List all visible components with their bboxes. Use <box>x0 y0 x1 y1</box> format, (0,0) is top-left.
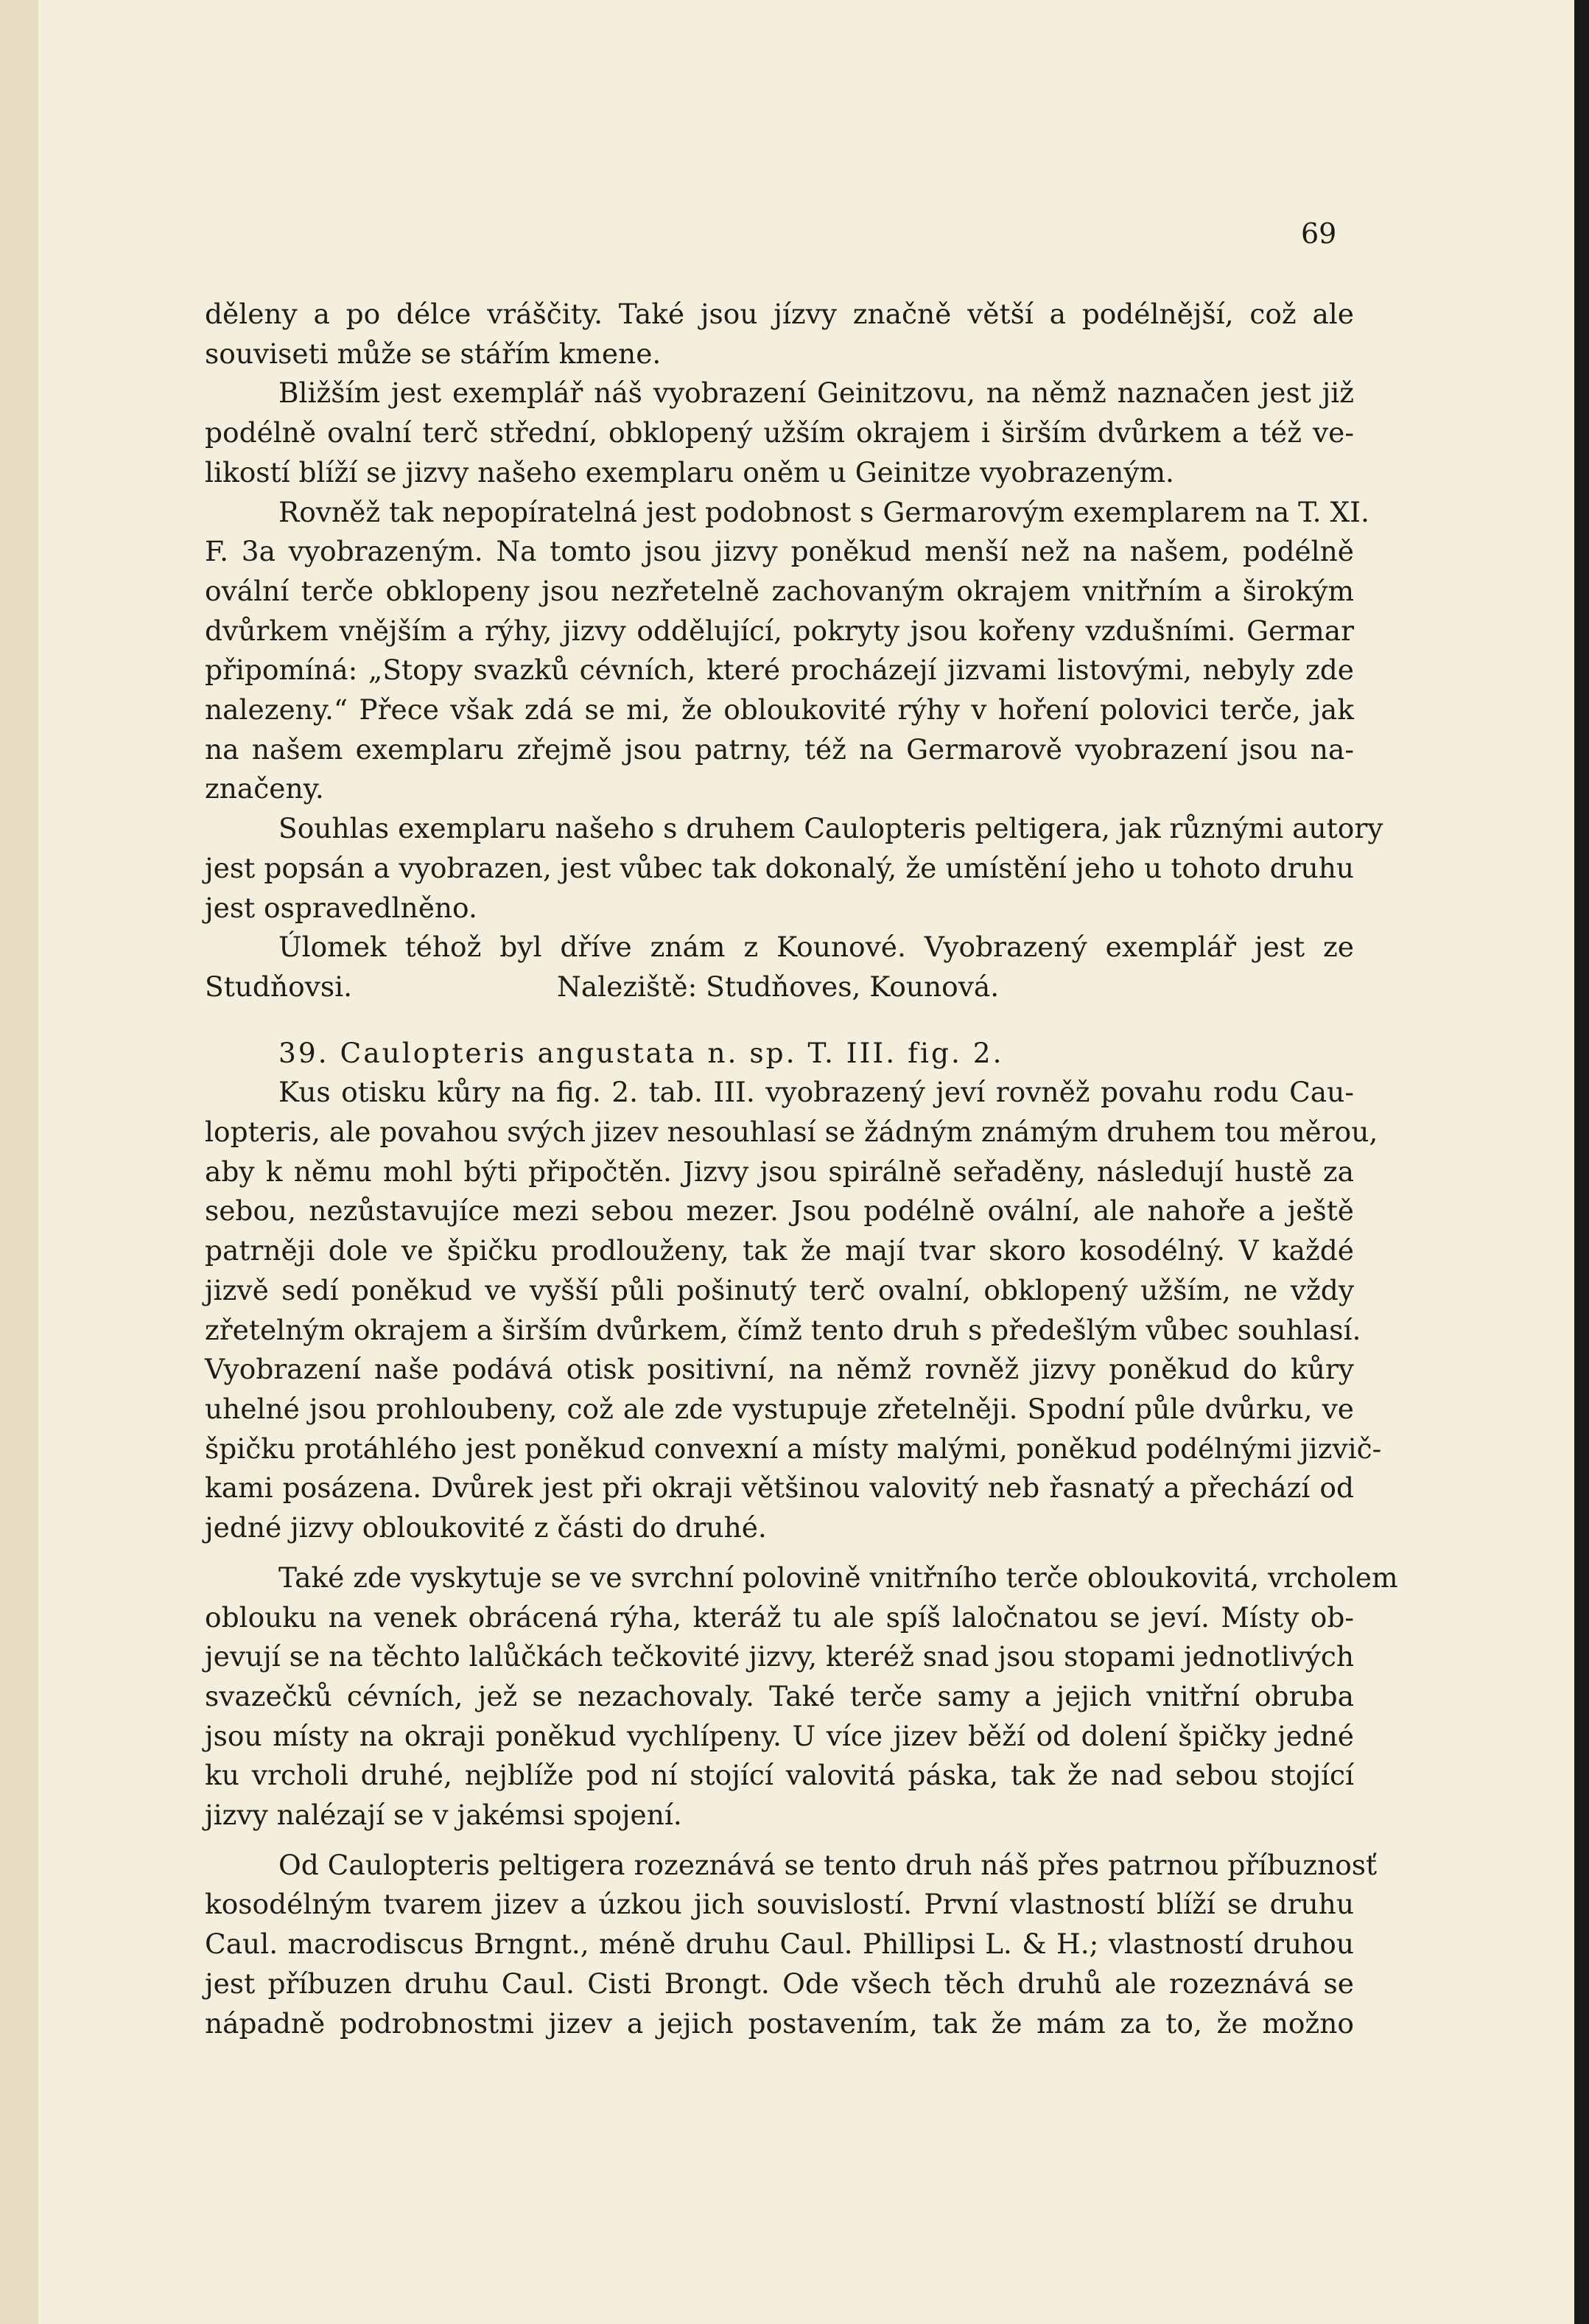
locality-line <box>205 967 1354 1007</box>
page-left-edge <box>0 0 38 2324</box>
text-line: zřetelným okrajem a širším dvůrkem, čímž tento druh s předešlým vůbec souhlasí. <box>205 1313 1361 1346</box>
page-right-edge <box>1574 0 1589 2324</box>
text-line: jest příbuzen druhu Caul. Cisti Brongt. Ode všech těch druhů ale rozeznává se <box>205 1967 1354 2000</box>
text-line: Také zde vyskytuje se ve svrchní polovině vnitřního terče obloukovitá, vrcholem <box>278 1561 1398 1594</box>
text-line: jest popsán a vyobrazen, jest vůbec tak dokonalý, že umístění jeho u tohoto druhu <box>205 851 1354 884</box>
text-line: kosodélným tvarem jizev a úzkou jich souvislostí. První vlastností blíží se druhu <box>205 1888 1354 1921</box>
text-line: značeny. <box>205 772 324 805</box>
text-line: ku vrcholi druhé, nejblíže pod ní stojící valovitá páska, tak že nad sebou stojící <box>205 1759 1354 1792</box>
body-text <box>205 295 1398 2043</box>
text-line: lopteris, ale povahou svých jizev nesouhlasí se žádným známým druhem tou měrou, <box>205 1116 1378 1149</box>
page-number: 69 <box>1301 217 1337 250</box>
text-line: jevují se na těchto lalůčkách tečkovité jizvy, kteréž snad jsou stopami jednotlivých <box>205 1640 1354 1673</box>
text-line: kami posázena. Dvůrek jest při okraji většinou valovitý neb řasnatý a přechází od <box>205 1471 1354 1505</box>
text-line: oblouku na venek obrácená rýha, kteráž tu ale spíš laločnatou se jeví. Místy ob- <box>205 1600 1354 1634</box>
text-line: aby k němu mohl býti připočtěn. Jizvy jsou spirálně seřaděny, následují hustě za <box>205 1155 1354 1188</box>
text-line: patrněji dole ve špičku prodlouženy, tak že mají tvar skoro kosodélný. V každé <box>205 1234 1354 1267</box>
text-line: Vyobrazení naše podává otisk positivní, na němž rovněž jizvy poněkud do kůry <box>205 1353 1354 1386</box>
paragraph-gap <box>205 1835 1354 1846</box>
text-line: nalezeny.“ Přece však zdá se mi, že obloukovité rýhy v hoření polovici terče, jak <box>205 693 1354 727</box>
text-line: likostí blíží se jizvy našeho exemplaru oněm u Geinitze vyobrazeným. <box>205 455 1174 489</box>
text-line: Bližším jest exemplář náš vyobrazení Geinitzovu, na němž naznačen jest již <box>278 377 1354 410</box>
text-line: Souhlas exemplaru našeho s druhem Caulopteris peltigera, jak různými autory <box>278 812 1383 845</box>
text-line: na našem exemplaru zřejmě jsou patrny, též na Germarově vyobrazení jsou na- <box>205 732 1354 766</box>
text-line: Caul. macrodiscus Brngnt., méně druhu Caul. Phillipsi L. & H.; vlastností druhou <box>205 1928 1354 1961</box>
text-line: jizvy nalézají se v jakémsi spojení. <box>205 1799 682 1832</box>
text-line: uhelné jsou prohloubeny, což ale zde vystupuje zřetelněji. Spodní půle dvůrku, ve <box>205 1392 1354 1425</box>
text-line: sebou, nezůstavujíce mezi sebou mezer. Jsou podélně ovální, ale nahoře a ještě <box>205 1194 1354 1228</box>
text-line: dvůrkem vnějším a rýhy, jizvy oddělující, pokryty jsou kořeny vzdušními. Germar <box>205 614 1354 647</box>
species-heading: 39. Caulopteris angustata n. sp. T. III. fig. 2. <box>278 1036 1004 1069</box>
section-gap <box>205 1007 1354 1034</box>
text-line: Rovněž tak nepopíratelná jest podobnost s Germarovým exemplarem na T. XI. <box>278 495 1369 528</box>
text-line: podélně ovalní terč střední, obklopený užším okrajem i širším dvůrkem a též ve- <box>205 416 1354 449</box>
text-line: souviseti může se stářím kmene. <box>205 337 662 370</box>
text-line: nápadně podrobnostmi jizev a jejich postavením, tak že mám za to, že možno <box>205 2006 1354 2040</box>
locality-text: Naleziště: Studňoves, Kounová. <box>557 970 1000 1003</box>
text-line: F. 3a vyobrazeným. Na tomto jsou jizvy poněkud menší než na našem, podélně <box>205 535 1354 568</box>
text-line: ovální terče obklopeny jsou nezřetelně zachovaným okrajem vnitřním a širokým <box>205 574 1354 607</box>
text-line: svazečků cévních, jež se nezachovaly. Také terče samy a jejich vnitřní obruba <box>205 1679 1354 1712</box>
text-line: jizvě sedí poněkud ve vyšší půli pošinutý terč ovalní, obklopený užším, ne vždy <box>205 1273 1354 1306</box>
text-line: Úlomek téhož byl dříve znám z Kounové. Vyobrazený exemplář jest ze <box>278 931 1354 964</box>
text-line: připomíná: „Stopy svazků cévních, které procházejí jizvami listovými, nebyly zde <box>205 654 1354 687</box>
text-line: jsou místy na okraji poněkud vychlípeny. U více jizev běží od dolení špičky jedné <box>205 1719 1354 1752</box>
text-line: jedné jizvy obloukovité z části do druhé. <box>205 1511 767 1544</box>
text-line: Studňovsi. <box>205 970 352 1003</box>
paragraph-gap <box>205 1548 1354 1558</box>
text-line: děleny a po délce vráščity. Také jsou jízvy značně větší a podélnější, což ale <box>205 298 1354 330</box>
text-line: špičku protáhlého jest poněkud convexní a místy malými, poněkud podélnými jizvič- <box>205 1432 1382 1465</box>
text-line: jest ospravedlněno. <box>205 891 477 924</box>
text-line: Kus otisku kůry na fig. 2. tab. III. vyobrazený jeví rovněž povahu rodu Cau- <box>278 1076 1354 1109</box>
text-line: Od Caulopteris peltigera rozeznává se tento druh náš přes patrnou příbuznosť <box>278 1848 1378 1881</box>
